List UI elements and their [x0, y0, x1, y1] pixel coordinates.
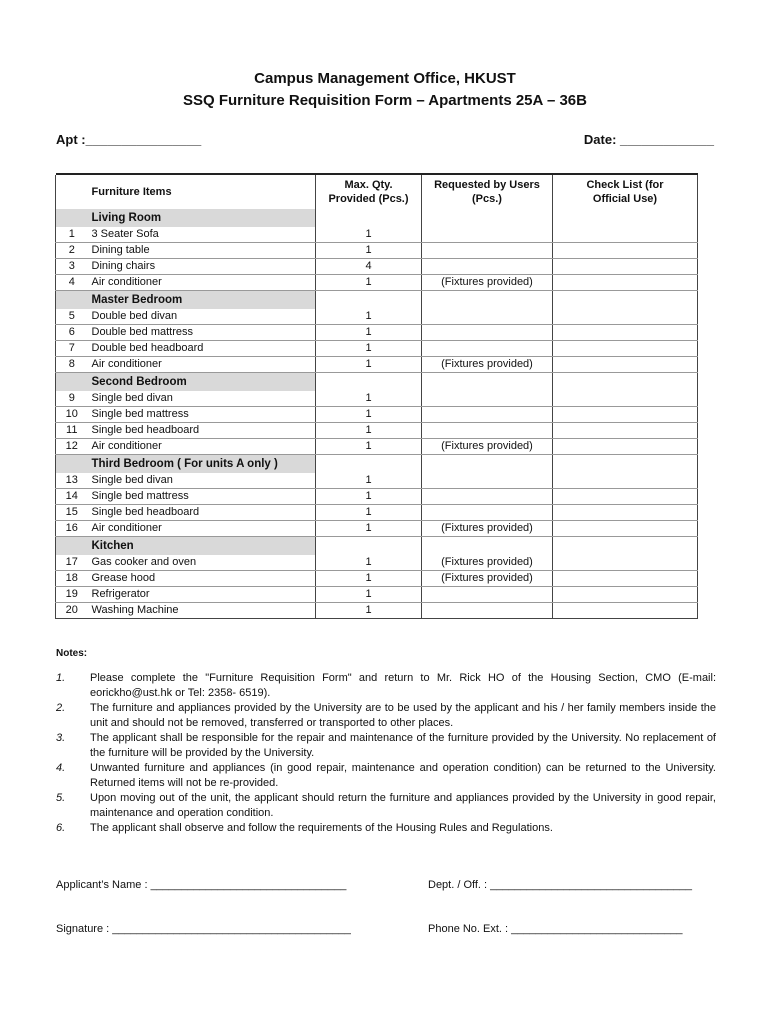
- table-row: [56, 309, 698, 325]
- note-item: [56, 761, 716, 791]
- item-checklist[interactable]: [553, 243, 698, 259]
- item-max-qty: 4: [316, 259, 422, 275]
- item-checklist[interactable]: [553, 325, 698, 341]
- form-title-line1: Campus Management Office, HKUST: [254, 70, 516, 87]
- table-row: [56, 587, 698, 603]
- table-row: [56, 227, 698, 243]
- table-row: [56, 489, 698, 505]
- item-name: Double bed headboard: [88, 341, 316, 357]
- item-requested-qty[interactable]: [422, 587, 553, 603]
- item-requested-qty[interactable]: (Fixtures provided): [422, 275, 553, 291]
- note-number: 4.: [56, 762, 66, 774]
- item-checklist[interactable]: [553, 341, 698, 357]
- table-row: [56, 325, 698, 341]
- item-name: Air conditioner: [88, 357, 316, 373]
- table-row: [56, 275, 698, 291]
- note-number: 3.: [56, 732, 66, 744]
- col-header-max: Max. Qty. Provided (Pcs.): [316, 175, 422, 209]
- item-checklist[interactable]: [553, 391, 698, 407]
- item-max-qty: 1: [316, 309, 422, 325]
- item-name: Single bed mattress: [88, 489, 316, 505]
- col-header-requested: Requested by Users (Pcs.): [422, 175, 553, 209]
- item-number: 3: [56, 259, 88, 275]
- item-number: 8: [56, 357, 88, 373]
- item-max-qty: 1: [316, 243, 422, 259]
- item-requested-qty[interactable]: [422, 407, 553, 423]
- table-row: [56, 391, 698, 407]
- item-number: 18: [56, 571, 88, 587]
- item-number: 13: [56, 473, 88, 489]
- item-name: Double bed mattress: [88, 325, 316, 341]
- note-number: 2.: [56, 702, 66, 714]
- form-title-line2: SSQ Furniture Requisition Form – Apartments 25A – 36B: [183, 92, 587, 109]
- item-requested-qty[interactable]: [422, 505, 553, 521]
- item-checklist[interactable]: [553, 505, 698, 521]
- item-number: 1: [56, 227, 88, 243]
- col-header-item: Furniture Items: [91, 186, 172, 198]
- table-row: [56, 603, 698, 619]
- signature-field[interactable]: Signature : _______________________________________: [56, 923, 351, 935]
- item-max-qty: 1: [316, 489, 422, 505]
- item-number: 2: [56, 243, 88, 259]
- table-row: [56, 521, 698, 537]
- item-number: 20: [56, 603, 88, 619]
- item-number: 9: [56, 391, 88, 407]
- item-name: Air conditioner: [88, 439, 316, 455]
- item-name: Gas cooker and oven: [88, 555, 316, 571]
- note-item: [56, 671, 716, 701]
- item-name: Single bed headboard: [88, 505, 316, 521]
- item-checklist[interactable]: [553, 555, 698, 571]
- section-row: [56, 209, 698, 227]
- item-max-qty: 1: [316, 555, 422, 571]
- item-requested-qty[interactable]: [422, 325, 553, 341]
- item-requested-qty[interactable]: [422, 259, 553, 275]
- item-number: 12: [56, 439, 88, 455]
- note-text: Please complete the "Furniture Requisition Form" and return to Mr. Rick HO of the Housing Section, CMO (E-mail: eorickho@ust.hk or Tel: 2358- 6519).: [90, 672, 716, 699]
- item-requested-qty[interactable]: [422, 603, 553, 619]
- item-max-qty: 1: [316, 423, 422, 439]
- item-checklist[interactable]: [553, 473, 698, 489]
- item-name: Single bed divan: [88, 391, 316, 407]
- phone-ext-field[interactable]: Phone No. Ext. : ____________________________: [428, 923, 683, 935]
- table-row: [56, 243, 698, 259]
- section-title: Second Bedroom: [88, 373, 316, 392]
- item-checklist[interactable]: [553, 587, 698, 603]
- item-requested-qty[interactable]: [422, 243, 553, 259]
- item-number: 6: [56, 325, 88, 341]
- item-max-qty: 1: [316, 407, 422, 423]
- item-max-qty: 1: [316, 439, 422, 455]
- item-number: 14: [56, 489, 88, 505]
- item-number: 17: [56, 555, 88, 571]
- item-max-qty: 1: [316, 391, 422, 407]
- item-checklist[interactable]: [553, 603, 698, 619]
- item-name: Double bed divan: [88, 309, 316, 325]
- item-requested-qty[interactable]: [422, 227, 553, 243]
- item-checklist[interactable]: [553, 423, 698, 439]
- item-number: 19: [56, 587, 88, 603]
- item-name: 3 Seater Sofa: [88, 227, 316, 243]
- note-text: Unwanted furniture and appliances (in good repair, maintenance and operation condition) can be returned to the University. Returned items will not be re-provided.: [90, 762, 716, 789]
- item-max-qty: 1: [316, 275, 422, 291]
- table-row: [56, 357, 698, 373]
- item-checklist[interactable]: [553, 489, 698, 505]
- table-row: [56, 423, 698, 439]
- item-checklist[interactable]: [553, 259, 698, 275]
- item-max-qty: 1: [316, 357, 422, 373]
- notes-list: [56, 671, 716, 836]
- item-requested-qty[interactable]: [422, 423, 553, 439]
- table-row: [56, 341, 698, 357]
- note-number: 6.: [56, 822, 66, 834]
- item-number: 7: [56, 341, 88, 357]
- item-requested-qty[interactable]: [422, 473, 553, 489]
- dept-field[interactable]: Dept. / Off. : _________________________________: [428, 879, 693, 891]
- item-number: 5: [56, 309, 88, 325]
- item-max-qty: 1: [316, 325, 422, 341]
- item-number: 16: [56, 521, 88, 537]
- note-item: [56, 701, 716, 731]
- note-text: The furniture and appliances provided by the University are to be used by the applicant and his / her family members inside the unit and should not be removed, transferred or transported to other places.: [90, 702, 716, 729]
- section-title: Living Room: [88, 209, 316, 227]
- note-item: [56, 731, 716, 761]
- table-row: [56, 555, 698, 571]
- item-checklist[interactable]: [553, 309, 698, 325]
- item-number: 11: [56, 423, 88, 439]
- table-row: [56, 259, 698, 275]
- item-checklist[interactable]: [553, 227, 698, 243]
- note-text: The applicant shall be responsible for the repair and maintenance of the furniture provided by the University. No replacement of the furniture will be provided by the University.: [90, 732, 716, 759]
- table-row: [56, 407, 698, 423]
- item-requested-qty[interactable]: [422, 489, 553, 505]
- col-header-checklist: Check List (for Official Use): [553, 175, 698, 209]
- furniture-table: [55, 173, 698, 619]
- item-checklist[interactable]: [553, 357, 698, 373]
- section-row: [56, 373, 698, 392]
- item-name: Air conditioner: [88, 521, 316, 537]
- section-title: Kitchen: [88, 537, 316, 556]
- item-max-qty: 1: [316, 505, 422, 521]
- item-name: Dining table: [88, 243, 316, 259]
- section-title: Third Bedroom ( For units A only ): [88, 455, 316, 474]
- section-title: Master Bedroom: [88, 291, 316, 310]
- item-name: Single bed headboard: [88, 423, 316, 439]
- section-row: [56, 537, 698, 556]
- item-requested-qty[interactable]: (Fixtures provided): [422, 439, 553, 455]
- item-requested-qty[interactable]: (Fixtures provided): [422, 571, 553, 587]
- note-number: 1.: [56, 672, 66, 684]
- item-number: 10: [56, 407, 88, 423]
- note-number: 5.: [56, 792, 66, 804]
- applicant-name-field[interactable]: Applicant’s Name : ________________________________: [56, 879, 347, 891]
- item-max-qty: 1: [316, 587, 422, 603]
- item-name: Grease hood: [88, 571, 316, 587]
- item-checklist[interactable]: [553, 439, 698, 455]
- table-row: [56, 473, 698, 489]
- item-checklist[interactable]: [553, 407, 698, 423]
- item-max-qty: 1: [316, 341, 422, 357]
- item-requested-qty[interactable]: [422, 391, 553, 407]
- note-text: The applicant shall observe and follow the requirements of the Housing Rules and Regulations.: [90, 822, 553, 834]
- item-max-qty: 1: [316, 603, 422, 619]
- item-requested-qty[interactable]: (Fixtures provided): [422, 555, 553, 571]
- table-header-row: [56, 175, 698, 209]
- item-name: Single bed mattress: [88, 407, 316, 423]
- note-text: Upon moving out of the unit, the applicant should return the furniture and appliances provided by the University in good repair, maintenance and operation condition.: [90, 792, 716, 819]
- item-max-qty: 1: [316, 521, 422, 537]
- note-item: [56, 791, 716, 821]
- apt-field[interactable]: Apt :________________: [56, 132, 202, 147]
- note-item: [56, 821, 716, 836]
- section-row: [56, 291, 698, 310]
- item-max-qty: 1: [316, 571, 422, 587]
- item-checklist[interactable]: [553, 571, 698, 587]
- table-row: [56, 571, 698, 587]
- item-requested-qty[interactable]: [422, 341, 553, 357]
- item-checklist[interactable]: [553, 521, 698, 537]
- table-row: [56, 505, 698, 521]
- section-row: [56, 455, 698, 474]
- item-requested-qty[interactable]: (Fixtures provided): [422, 521, 553, 537]
- item-name: Washing Machine: [88, 603, 316, 619]
- item-name: Air conditioner: [88, 275, 316, 291]
- date-field[interactable]: Date: _____________: [583, 132, 714, 147]
- item-max-qty: 1: [316, 473, 422, 489]
- item-number: 4: [56, 275, 88, 291]
- notes-label: Notes:: [56, 648, 88, 659]
- item-requested-qty[interactable]: [422, 309, 553, 325]
- item-checklist[interactable]: [553, 275, 698, 291]
- item-number: 15: [56, 505, 88, 521]
- table-row: [56, 439, 698, 455]
- item-name: Dining chairs: [88, 259, 316, 275]
- item-name: Single bed divan: [88, 473, 316, 489]
- item-requested-qty[interactable]: (Fixtures provided): [422, 357, 553, 373]
- item-max-qty: 1: [316, 227, 422, 243]
- item-name: Refrigerator: [88, 587, 316, 603]
